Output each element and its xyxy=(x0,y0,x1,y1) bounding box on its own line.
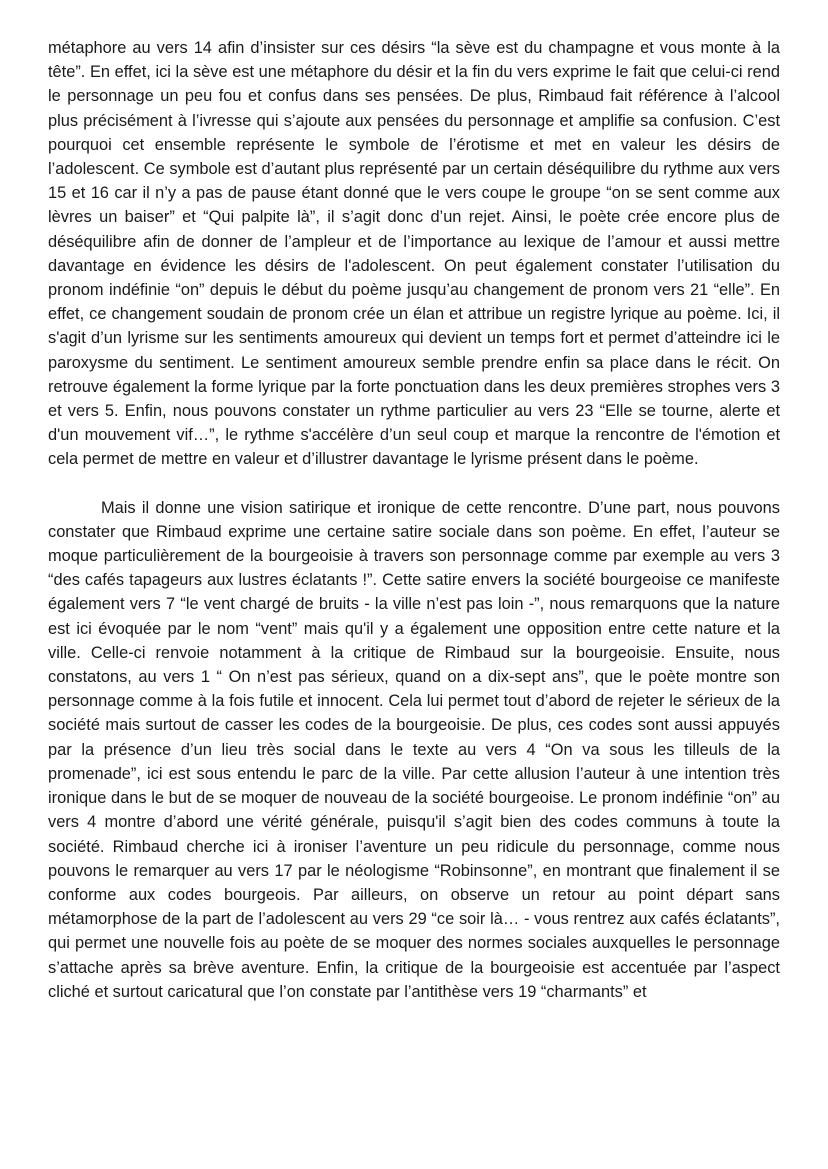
body-paragraph-satire: Mais il donne une vision satirique et ironique de cette rencontre. D’une part, nous pouvons constater que Rimbaud exprime une certaine satire sociale dans son poème. En effet, l’auteur se moque particulièrement de la bourgeoisie à travers son personnage comme par exemple au vers 3 “des cafés tapageurs aux lustres éclatants !”. Cette satire envers la société bourgeoise ce manifeste également vers 7 “le vent chargé de bruits - la ville n’est pas loin -”, nous remarquons que la nature est ici évoquée par le nom “vent” mais qu'il y a également une opposition entre cette nature et la ville. Celle-ci renvoie notamment à la critique de Rimbaud sur la bourgeoisie. Ensuite, nous constatons, au vers 1 “ On n’est pas sérieux, quand on a dix-sept ans”, que le poète montre son personnage comme à la fois futile et innocent. Cela lui permet tout d’abord de rejeter le sérieux de la société mais surtout de casser les codes de la bourgeoisie. De plus, ces codes sont aussi appuyés par la présence d’un lieu très social dans le texte au vers 4 “On va sous les tilleuls de la promenade”, ici est sous entendu le parc de la ville. Par cette allusion l’auteur à une intention très ironique dans le but de se moquer de nouveau de la société bourgeoise. Le pronom indéfinie “on” au vers 4 montre d’abord une vérité générale, puisqu'il s’agit bien des codes communs à toute la société. Rimbaud cherche ici à ironiser l’aventure un peu ridicule du personnage, comme nous pouvons le remarquer au vers 17 par le néologisme “Robinsonne”, en montrant que finalement il se conforme aux codes bourgeois. Par ailleurs, on observe un retour au point départ sans métamorphose de la part de l’adolescent au vers 29 “ce soir là… - vous rentrez aux cafés éclatants”, qui permet une nouvelle fois au poète de se moquer des normes sociales auxquelles le personnage s’attache après sa brève aventure. Enfin, la critique de la bourgeoisie est accentuée par l’aspect cliché et surtout caricatural que l’on constate par l’antithèse vers 19 “charmants” et xyxy=(48,498,780,1001)
document-page xyxy=(48,36,780,1004)
body-paragraph-lyricism: métaphore au vers 14 afin d’insister sur ces désirs “la sève est du champagne et vous monte à la tête”. En effet, ici la sève est une métaphore du désir et la fin du vers exprime le fait que celui-ci rend le personnage un peu fou et confus dans ses pensées. De plus, Rimbaud fait référence à l’alcool plus précisément à l’ivresse qui s’ajoute aux pensées du personnage et amplifie sa confusion. C’est pourquoi cet ensemble représente le symbole de l’érotisme et met en valeur les désirs de l’adolescent. Ce symbole est d’autant plus représenté par un certain déséquilibre du rythme aux vers 15 et 16 car il n’y a pas de pause étant donné que le vers coupe le groupe “on se sent comme aux lèvres un baiser” et “Qui palpite là”, il s’agit donc d’un rejet. Ainsi, le poète crée encore plus de déséquilibre afin de donner de l’ampleur et de l’importance au lexique de l’amour et aussi mettre davantage en évidence les désirs de l'adolescent. On peut également constater l’utilisation du pronom indéfinie “on” depuis le début du poème jusqu’au changement de pronom vers 21 “elle”. En effet, ce changement soudain de pronom crée un élan et attribue un registre lyrique au poème. Ici, il s'agit d’un lyrisme sur les sentiments amoureux qui devient un temps fort et permet d’atteindre ici le paroxysme du sentiment. Le sentiment amoureux semble prendre enfin sa place dans le récit. On retrouve également la forme lyrique par la forte ponctuation dans les deux premières strophes vers 3 et vers 5. Enfin, nous pouvons constater un rythme particulier au vers 23 “Elle se tourne, alerte et d'un mouvement vif…”, le rythme s'accélère d’un seul coup et marque la rencontre de l'émotion et cela permet de mettre en valeur et d’illustrer davantage le lyrisme présent dans le poème. xyxy=(48,39,780,469)
